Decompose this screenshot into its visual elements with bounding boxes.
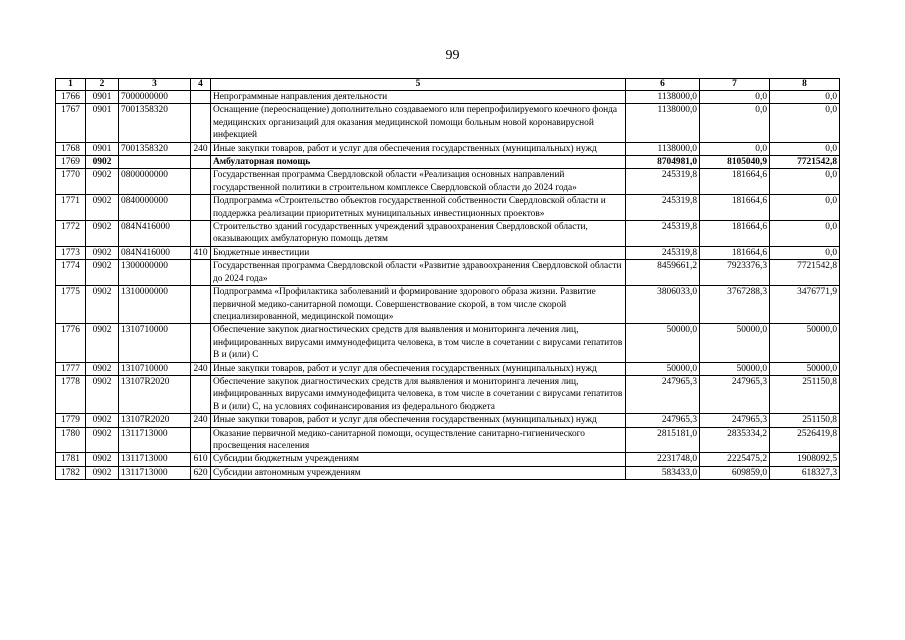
amount-col-6: 2815181,0: [626, 427, 700, 453]
header-col-5: 5: [211, 79, 626, 91]
amount-col-7: 2835334,2: [700, 427, 770, 453]
item-name: Субсидии бюджетным учреждениям: [211, 453, 626, 466]
amount-col-8: 7721542,8: [770, 156, 840, 169]
section-code: 0901: [86, 91, 119, 104]
row-number: 1766: [56, 91, 86, 104]
amount-col-7: 0,0: [700, 91, 770, 104]
table-row: [56, 104, 840, 142]
table-row: [56, 91, 840, 104]
amount-col-8: 0,0: [770, 104, 840, 142]
table-row: [56, 453, 840, 466]
header-col-1: 1: [56, 79, 86, 91]
row-number: 1781: [56, 453, 86, 466]
item-name: Иные закупки товаров, работ и услуг для обеспечения государственных (муниципальных) нужд: [211, 362, 626, 375]
header-col-3: 3: [119, 79, 191, 91]
amount-col-7: 3767288,3: [700, 286, 770, 324]
amount-col-8: 251150,8: [770, 375, 840, 413]
amount-col-8: 2526419,8: [770, 427, 840, 453]
section-code: 0901: [86, 142, 119, 155]
section-code: 0902: [86, 324, 119, 362]
amount-col-7: 181664,6: [700, 221, 770, 247]
expense-type-code: [191, 91, 211, 104]
item-name: Обеспечение закупок диагностических средств для выявления и мониторинга лечения лиц, инфицированных вирусами иммунодефицита человека, в том числе в сочетании с вирусами гепатитов В и (или) С, на условиях софинансирования из федерального бюджета: [211, 375, 626, 413]
article-code: 1310000000: [119, 286, 191, 324]
section-code: 0902: [86, 246, 119, 259]
row-number: 1774: [56, 260, 86, 286]
header-col-6: 6: [626, 79, 700, 91]
table-row: [56, 156, 840, 169]
table-header-row: [56, 79, 840, 91]
amount-col-6: 50000,0: [626, 362, 700, 375]
amount-col-8: 50000,0: [770, 362, 840, 375]
expense-type-code: [191, 375, 211, 413]
amount-col-8: 0,0: [770, 221, 840, 247]
amount-col-7: 181664,6: [700, 195, 770, 221]
expense-type-code: 240: [191, 414, 211, 427]
amount-col-7: 50000,0: [700, 362, 770, 375]
item-name: Непрограммные направления деятельности: [211, 91, 626, 104]
table-row: [56, 195, 840, 221]
expense-type-code: [191, 156, 211, 169]
amount-col-8: 251150,8: [770, 414, 840, 427]
amount-col-8: 0,0: [770, 195, 840, 221]
table-body: [56, 91, 840, 480]
amount-col-7: 7923376,3: [700, 260, 770, 286]
expense-type-code: 410: [191, 246, 211, 259]
expense-type-code: [191, 286, 211, 324]
article-code: 084N416000: [119, 221, 191, 247]
amount-col-6: 247965,3: [626, 375, 700, 413]
expense-type-code: [191, 427, 211, 453]
article-code: 1300000000: [119, 260, 191, 286]
budget-table: [55, 78, 840, 480]
table-row: [56, 427, 840, 453]
section-code: 0901: [86, 104, 119, 142]
amount-col-6: 1138000,0: [626, 104, 700, 142]
section-code: 0902: [86, 466, 119, 479]
table-row: [56, 260, 840, 286]
item-name: Иные закупки товаров, работ и услуг для обеспечения государственных (муниципальных) нужд: [211, 414, 626, 427]
table-row: [56, 466, 840, 479]
row-number: 1770: [56, 169, 86, 195]
amount-col-7: 181664,6: [700, 246, 770, 259]
item-name: Оказание первичной медико-санитарной помощи, осуществление санитарно-гигиенического просвещения населения: [211, 427, 626, 453]
section-code: 0902: [86, 453, 119, 466]
row-number: 1778: [56, 375, 86, 413]
row-number: 1768: [56, 142, 86, 155]
item-name: Подпрограмма «Профилактика заболеваний и формирование здорового образа жизни. Развитие первичной медико-санитарной помощи. Совершенствование скорой, в том числе скорой специализированной, медицинской помощи»: [211, 286, 626, 324]
amount-col-6: 1138000,0: [626, 91, 700, 104]
article-code: 7000000000: [119, 91, 191, 104]
item-name: Иные закупки товаров, работ и услуг для обеспечения государственных (муниципальных) нужд: [211, 142, 626, 155]
amount-col-7: 2225475,2: [700, 453, 770, 466]
header-col-2: 2: [86, 79, 119, 91]
amount-col-6: 8459661,2: [626, 260, 700, 286]
article-code: 0840000000: [119, 195, 191, 221]
article-code: 1310710000: [119, 324, 191, 362]
amount-col-7: 247965,3: [700, 414, 770, 427]
row-number: 1779: [56, 414, 86, 427]
row-number: 1772: [56, 221, 86, 247]
amount-col-6: 245319,8: [626, 195, 700, 221]
header-col-7: 7: [700, 79, 770, 91]
article-code: 7001358320: [119, 142, 191, 155]
expense-type-code: [191, 195, 211, 221]
item-name: Строительство зданий государственных учреждений здравоохранения Свердловской области, оказывающих амбулаторную помощь детям: [211, 221, 626, 247]
expense-type-code: 240: [191, 362, 211, 375]
section-code: 0902: [86, 221, 119, 247]
amount-col-6: 245319,8: [626, 221, 700, 247]
row-number: 1776: [56, 324, 86, 362]
amount-col-6: 2231748,0: [626, 453, 700, 466]
section-code: 0902: [86, 156, 119, 169]
amount-col-6: 247965,3: [626, 414, 700, 427]
item-name: Субсидии автономным учреждениям: [211, 466, 626, 479]
amount-col-6: 50000,0: [626, 324, 700, 362]
section-code: 0902: [86, 286, 119, 324]
expense-type-code: [191, 104, 211, 142]
amount-col-8: 1908092,5: [770, 453, 840, 466]
item-name: Государственная программа Свердловской области «Реализация основных направлений государственной политики в строительном комплексе Свердловской области до 2024 года»: [211, 169, 626, 195]
section-code: 0902: [86, 427, 119, 453]
row-number: 1777: [56, 362, 86, 375]
amount-col-8: 7721542,8: [770, 260, 840, 286]
table-row: [56, 142, 840, 155]
article-code: 084N416000: [119, 246, 191, 259]
table-row: [56, 286, 840, 324]
amount-col-7: 8105040,9: [700, 156, 770, 169]
row-number: 1769: [56, 156, 86, 169]
item-name: Обеспечение закупок диагностических средств для выявления и мониторинга лечения лиц, инфицированных вирусами иммунодефицита человека, в том числе в сочетании с вирусами гепатитов В и (или) С: [211, 324, 626, 362]
table-row: [56, 414, 840, 427]
amount-col-6: 245319,8: [626, 169, 700, 195]
article-code: [119, 156, 191, 169]
expense-type-code: [191, 324, 211, 362]
expense-type-code: 610: [191, 453, 211, 466]
amount-col-7: 247965,3: [700, 375, 770, 413]
section-code: 0902: [86, 169, 119, 195]
amount-col-7: 0,0: [700, 142, 770, 155]
row-number: 1767: [56, 104, 86, 142]
section-code: 0902: [86, 414, 119, 427]
article-code: 7001358320: [119, 104, 191, 142]
table-row: [56, 169, 840, 195]
amount-col-8: 50000,0: [770, 324, 840, 362]
row-number: 1773: [56, 246, 86, 259]
table-row: [56, 324, 840, 362]
amount-col-7: 609859,0: [700, 466, 770, 479]
amount-col-6: 245319,8: [626, 246, 700, 259]
section-code: 0902: [86, 195, 119, 221]
amount-col-6: 3806033,0: [626, 286, 700, 324]
article-code: 0800000000: [119, 169, 191, 195]
amount-col-7: 0,0: [700, 104, 770, 142]
table-row: [56, 375, 840, 413]
section-code: 0902: [86, 260, 119, 286]
amount-col-8: 0,0: [770, 91, 840, 104]
amount-col-8: 618327,3: [770, 466, 840, 479]
article-code: 13107R2020: [119, 375, 191, 413]
amount-col-8: 3476771,9: [770, 286, 840, 324]
expense-type-code: 240: [191, 142, 211, 155]
table-row: [56, 221, 840, 247]
amount-col-6: 1138000,0: [626, 142, 700, 155]
item-name: Оснащение (переоснащение) дополнительно создаваемого или перепрофилируемого коечного фонда медицинских организаций для оказания медицинской помощи больным новой коронавирусной инфекцией: [211, 104, 626, 142]
item-name: Подпрограмма «Строительство объектов государственной собственности Свердловской области и поддержка реализации приоритетных муниципальных инвестиционных проектов»: [211, 195, 626, 221]
section-code: 0902: [86, 375, 119, 413]
amount-col-7: 50000,0: [700, 324, 770, 362]
article-code: 13107R2020: [119, 414, 191, 427]
row-number: 1780: [56, 427, 86, 453]
header-col-8: 8: [770, 79, 840, 91]
item-name: Государственная программа Свердловской области «Развитие здравоохранения Свердловской области до 2024 года»: [211, 260, 626, 286]
table-row: [56, 246, 840, 259]
amount-col-8: 0,0: [770, 169, 840, 195]
page-number: 99: [445, 48, 460, 63]
row-number: 1771: [56, 195, 86, 221]
section-code: 0902: [86, 362, 119, 375]
item-name: Бюджетные инвестиции: [211, 246, 626, 259]
article-code: 1311713000: [119, 466, 191, 479]
amount-col-6: 583433,0: [626, 466, 700, 479]
amount-col-7: 181664,6: [700, 169, 770, 195]
article-code: 1311713000: [119, 427, 191, 453]
table-row: [56, 362, 840, 375]
expense-type-code: 620: [191, 466, 211, 479]
header-col-4: 4: [191, 79, 211, 91]
expense-type-code: [191, 221, 211, 247]
article-code: 1311713000: [119, 453, 191, 466]
row-number: 1782: [56, 466, 86, 479]
expense-type-code: [191, 260, 211, 286]
item-name: Амбулаторная помощь: [211, 156, 626, 169]
amount-col-8: 0,0: [770, 142, 840, 155]
amount-col-6: 8704981,0: [626, 156, 700, 169]
article-code: 1310710000: [119, 362, 191, 375]
expense-type-code: [191, 169, 211, 195]
amount-col-8: 0,0: [770, 246, 840, 259]
row-number: 1775: [56, 286, 86, 324]
